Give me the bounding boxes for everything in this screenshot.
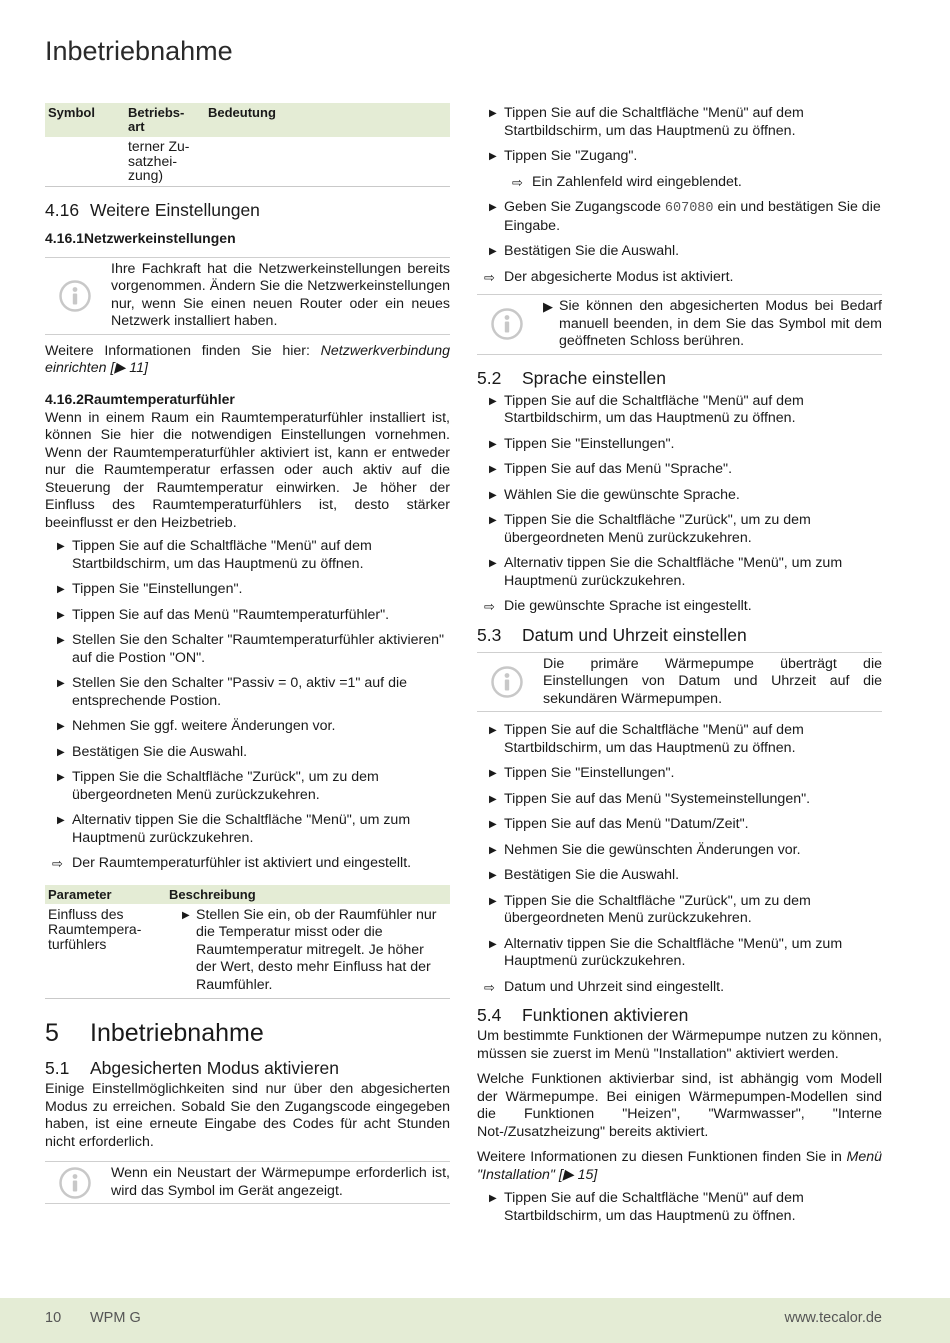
list-item: ▶ Stellen Sie den Schalter "Raumtemperaturfühler aktivieren" auf die Postion "ON". [57,632,445,666]
list-item: ▶ Tippen Sie die Schaltfläche "Zurück", um zu dem übergeordneten Menü zurückzukehren. [57,769,379,803]
symbol-table [45,103,450,187]
result-arrow-icon: ⇨ [484,979,495,995]
info-paragraph: Weitere Informationen finden Sie hier: Netzwerkverbindung einrichten [▶ 11] [45,342,450,376]
info-icon [45,1165,111,1200]
table-cell [205,137,450,186]
symbol-table-header-betriebsart: Betriebs- art [125,103,205,137]
symbol-table-header-symbol: Symbol [45,103,125,137]
intro-paragraph: Wenn in einem Raum ein Raumtemperaturfühler installiert ist, können Sie hier die notwendigen Einstellungen vornehmen. Wenn der Raumtemperaturfühler aktiviert ist, kann er entweder nur die Raumtemperatur erfassen oder auch aktiv auf die Steuerung der Raumtemperatur einwirken. Je höher der Einfluss des Raumtemperaturfühlers ist, desto stärker beeinflusst er den Heizbetrieb. [45,409,450,531]
list-item: ▶ Bestätigen Sie die Auswahl. [489,867,680,883]
list-item: ▶ Alternativ tippen Sie die Schaltfläche "Menü", um zum Hauptmenü zurückzukehren. [489,935,843,969]
list-item: ▶ Tippen Sie auf das Menü "Sprache". [489,461,733,477]
parameter-cell: Einfluss des Raumtempera- turfühlers [45,904,166,999]
list-item: ▶ Tippen Sie auf das Menü "Datum/Zeit". [489,816,749,832]
info-note [477,294,882,355]
info-icon [477,656,543,709]
info-note [45,257,450,335]
page-title: Inbetriebnahme [45,36,233,66]
step-list [477,1190,882,1225]
paragraph: Welche Funktionen aktivierbar sind, ist abhängig vom Modell der Wärmepumpe. Bei einigen Wärmepumpen-Modellen sind die Funktionen "Heizen", "Warmwasser", "Interne Not-/Zusatzheizung" bereits aktiviert. [477,1071,882,1140]
note-text: Die primäre Wärmepumpe überträgt die Einstellungen von Datum und Uhrzeit auf die sekundären Wärmepumpen. [543,655,882,707]
table-cell: terner Zu- satzhei- zung) [125,137,205,186]
list-item: ▶ Bestätigen Sie die Auswahl. [57,743,248,760]
section-heading-5-2: 5.2 Sprache einstellen [477,367,666,388]
cross-reference-link[interactable]: Menü "Installation" [▶ 15] [477,1149,882,1183]
parameter-table [45,885,450,1000]
list-item: ▶ Tippen Sie "Einstellungen". [489,435,675,452]
step-list [45,538,450,873]
list-item: ▶ Tippen Sie auf die Schaltfläche "Menü" auf dem Startbildschirm, um das Hauptmenü zu öffnen. [57,538,372,572]
note-text: Sie können den abgesicherten Modus bei Bedarf manuell beenden, in dem Sie das Symbol mit dem geöffneten Schloss berühren. [559,298,882,349]
list-item: ▶ Alternativ tippen Sie die Schaltfläche "Menü", um zum Hauptmenü zurückzukehren. [57,812,411,846]
list-item: ▶ Nehmen Sie ggf. weitere Änderungen vor. [57,718,336,734]
description-table-header: Beschreibung [166,885,450,904]
list-item: ▶ Tippen Sie auf die Schaltfläche "Menü" auf dem Startbildschirm, um das Hauptmenü zu öffnen. [489,105,804,139]
result-arrow-icon: ⇨ [484,269,495,285]
list-item: ▶ Tippen Sie "Einstellungen". [57,581,243,597]
result-item: ⇨ Der Raumtemperaturfühler ist aktiviert und eingestellt. [52,855,412,871]
section-heading-4-16: 4.16 Weitere Einstellungen [45,199,260,220]
result-arrow-icon: ⇨ [512,174,523,190]
step-list [477,393,882,616]
section-heading-5-4: 5.4 Funktionen aktivieren [477,1005,689,1025]
info-note [45,1161,450,1204]
section-heading-4-16-2: 4.16.2Raumtemperaturfühler [45,390,235,407]
info-icon [45,261,111,331]
section-heading-5-1: 5.1 Abgesicherten Modus aktivieren [45,1058,340,1078]
right-column [477,103,882,1233]
list-item: ▶ Tippen Sie die Schaltfläche "Zurück", um zu dem übergeordneten Menü zurückzukehren. [489,892,811,926]
result-item: ⇨ Die gewünschte Sprache ist eingestellt. [484,598,752,614]
note-text: Ihre Fachkraft hat die Netzwerkeinstellungen bereits vorgenommen. Ändern Sie die Netzwerkeinstellungen nur, wenn Sie einen neuen Router oder ein neues Netzwerk installiert haben. [111,260,450,329]
section-heading-4-16-1: 4.16.1Netzwerkeinstellungen [45,229,236,246]
info-icon [477,298,543,351]
parameter-table-header: Parameter [45,885,166,904]
table-row [45,137,450,186]
website-link[interactable]: www.tecalor.de [784,1310,882,1326]
paragraph: Weitere Informationen zu diesen Funktionen finden Sie in Menü "Installation" [▶ 15] [477,1149,882,1183]
cross-reference-link[interactable]: Netzwerkverbindung einrichten [▶ 11] [45,342,450,376]
list-item: ▶ Tippen Sie "Zugang". [489,148,638,164]
page-footer [0,1298,950,1343]
result-item: ⇨ Datum und Uhrzeit sind eingestellt. [484,978,725,995]
result-arrow-icon: ⇨ [484,599,495,614]
list-item: ▶ Tippen Sie auf die Schaltfläche "Menü" auf dem Startbildschirm, um das Hauptmenü zu öffnen. [489,722,804,756]
step-list [477,722,882,996]
page-number: 10 [45,1310,62,1326]
list-item: ▶ Tippen Sie auf das Menü "Systemeinstellungen". [489,790,811,807]
list-item: ▶ Bestätigen Sie die Auswahl. [489,243,680,259]
table-cell [45,137,125,186]
chapter-heading-5: 5 Inbetriebnahme [45,1019,264,1047]
intro-paragraph: Einige Einstellmöglichkeiten sind nur über den abgesicherten Modus zu erreichen. Sobald Sie den Zugangscode eingegeben haben, ist eine erneute Eingabe des Codes für acht Stunden nicht erforderlich. [45,1081,450,1150]
list-item: ▶ Tippen Sie die Schaltfläche "Zurück", um zu dem übergeordneten Menü zurückzukehren. [489,512,811,546]
list-item: ▶ Nehmen Sie die gewünschten Änderungen vor. [489,841,801,858]
product-name: WPM G [90,1310,141,1326]
result-arrow-icon: ⇨ [52,856,63,871]
arrow-icon: ▶ [543,299,553,314]
list-item: ▶ Stellen Sie den Schalter "Passiv = 0, aktiv =1" auf die entsprechende Postion. [57,675,407,709]
list-item: ▶ Geben Sie Zugangscode 607080 ein und bestätigen Sie die Eingabe. [489,199,881,234]
result-item: ⇨ Ein Zahlenfeld wird eingeblendet. [512,173,742,190]
note-text: Wenn ein Neustart der Wärmepumpe erforderlich ist, wird das Symbol im Gerät angezeigt. [111,1165,450,1199]
list-item: ▶ Tippen Sie "Einstellungen". [489,765,675,781]
description-cell: ▶ Stellen Sie ein, ob der Raumfühler nur die Temperatur misst oder die Raumtemperatur mitregelt. Je höher der Wert, desto mehr Einfluss hat der Raumfühler. [166,904,450,999]
symbol-table-header-bedeutung: Bedeutung [205,103,450,137]
step-list [477,105,882,286]
left-column [45,103,450,1204]
list-item: ▶ Tippen Sie auf die Schaltfläche "Menü" auf dem Startbildschirm, um das Hauptmenü zu öffnen. [489,1190,804,1224]
section-heading-5-3: 5.3 Datum und Uhrzeit einstellen [477,624,747,645]
access-code: 607080 [664,201,714,216]
list-item: ▶ Alternativ tippen Sie die Schaltfläche "Menü", um zum Hauptmenü zurückzukehren. [489,555,843,589]
result-item: ⇨ Der abgesicherte Modus ist aktiviert. [484,268,734,285]
list-item: ▶ Wählen Sie die gewünschte Sprache. [489,486,740,503]
list-item: ▶ Tippen Sie auf die Schaltfläche "Menü" auf dem Startbildschirm, um das Hauptmenü zu öffnen. [489,392,804,426]
paragraph: Um bestimmte Funktionen der Wärmepumpe nutzen zu können, müssen sie zuerst im Menü "Installation" aktiviert werden. [477,1028,882,1062]
table-row [45,904,450,999]
list-item: ▶ Tippen Sie auf das Menü "Raumtemperaturfühler". [57,606,390,623]
info-note [477,652,882,713]
